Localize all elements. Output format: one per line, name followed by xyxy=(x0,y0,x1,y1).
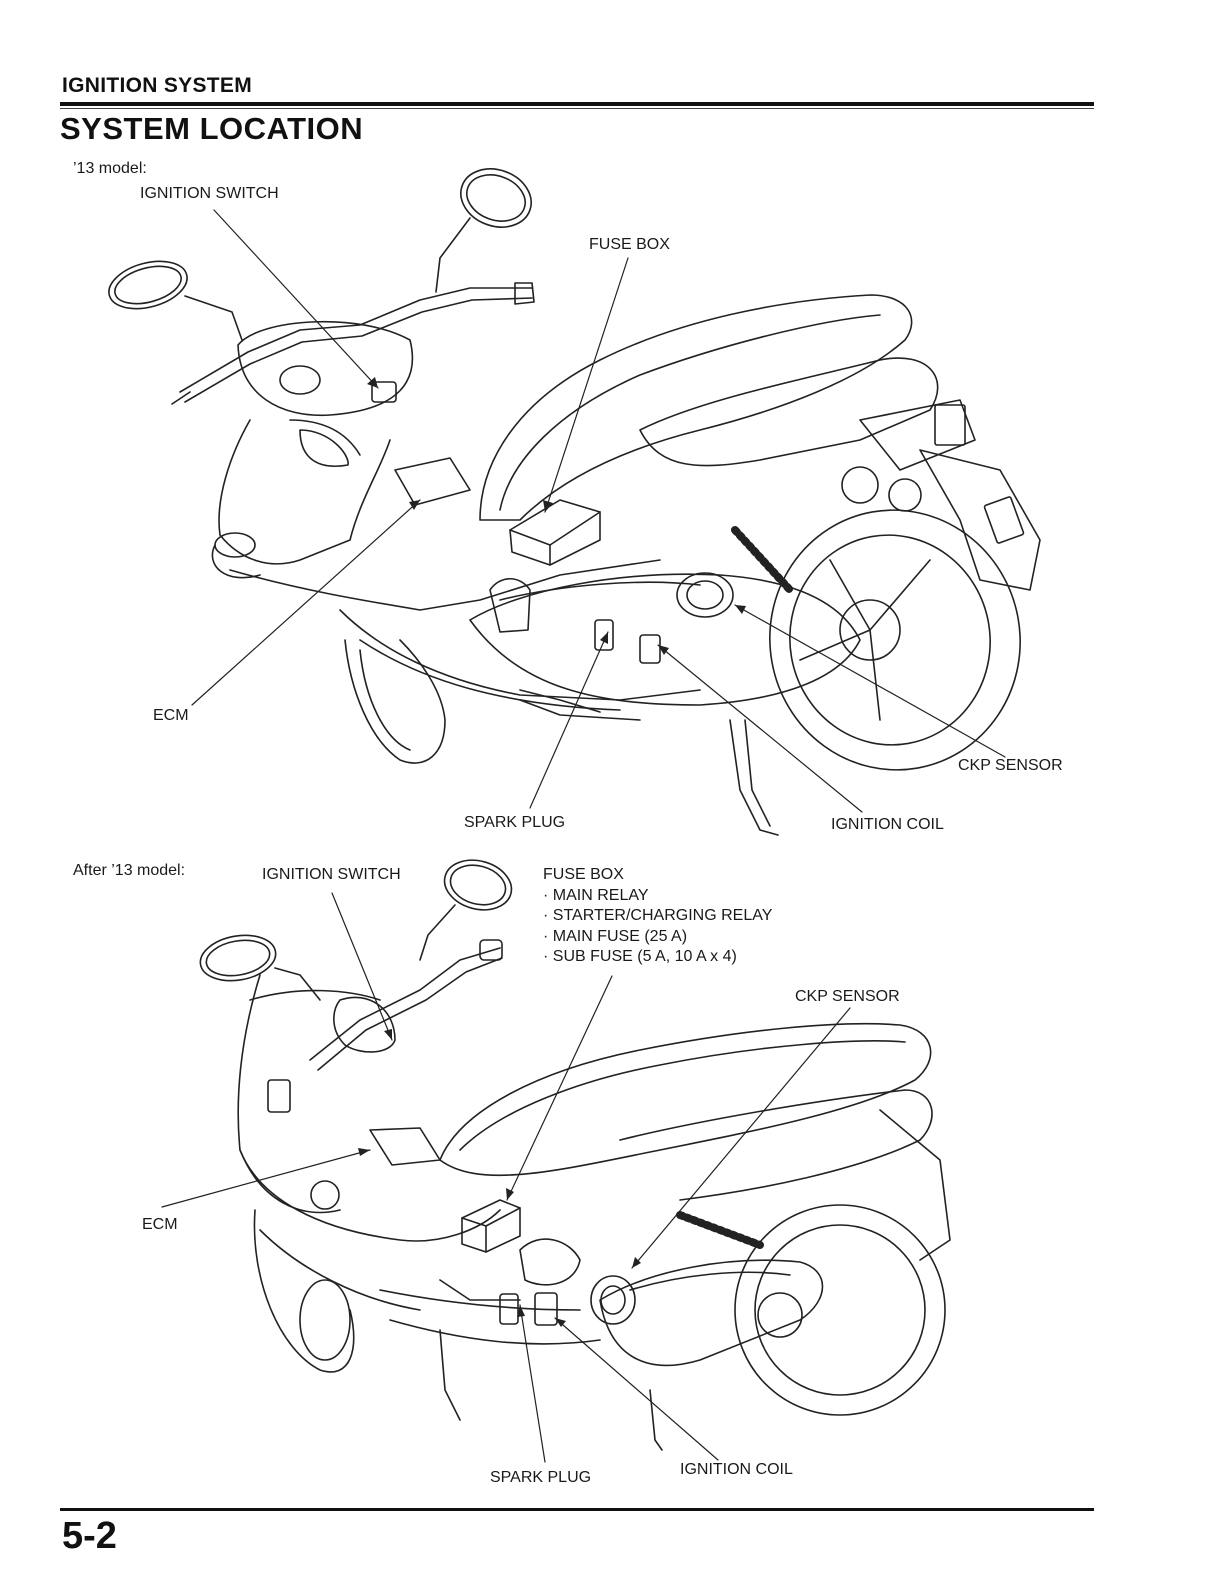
label-ignition-switch-top: IGNITION SWITCH xyxy=(140,185,279,202)
label-fuse-box-top: FUSE BOX xyxy=(589,236,670,253)
leader-ignition-coil-bottom xyxy=(555,1318,718,1460)
leader-spark-plug-bottom xyxy=(520,1305,545,1462)
label-ckp-sensor-top: CKP SENSOR xyxy=(958,757,1063,774)
label-spark-plug-bottom: SPARK PLUG xyxy=(490,1469,592,1486)
page-title: SYSTEM LOCATION xyxy=(60,111,364,146)
fuse-box-item: · STARTER/CHARGING RELAY xyxy=(543,907,773,924)
label-ignition-coil-bottom: IGNITION COIL xyxy=(680,1461,793,1478)
fuse-box-item: · SUB FUSE (5 A, 10 A x 4) xyxy=(543,948,737,965)
label-fuse-box-bottom: FUSE BOX xyxy=(543,866,624,883)
label-ignition-coil-top: IGNITION COIL xyxy=(831,816,944,833)
fuse-box-item: · MAIN FUSE (25 A) xyxy=(543,927,688,945)
leader-ckp-sensor-bottom xyxy=(632,1008,850,1268)
label-ecm-top: ECM xyxy=(153,707,189,724)
leader-ckp-sensor-top xyxy=(735,605,1005,757)
label-ckp-sensor-bottom: CKP SENSOR xyxy=(795,988,900,1005)
fuse-box-item: · MAIN RELAY xyxy=(543,886,649,904)
label-ignition-switch-bottom: IGNITION SWITCH xyxy=(262,866,401,883)
fuse-box-callout xyxy=(543,865,772,968)
footer-rule xyxy=(60,1508,1094,1511)
leader-ignition-switch-bottom xyxy=(332,893,392,1040)
model-label-after-2013: After ’13 model: xyxy=(73,862,186,879)
leader-ignition-switch-top xyxy=(214,210,378,388)
section-title: IGNITION SYSTEM xyxy=(62,74,253,97)
label-spark-plug-top: SPARK PLUG xyxy=(464,814,566,831)
page-number: 5-2 xyxy=(62,1515,117,1557)
model-label-2013: ’13 model: xyxy=(73,160,147,177)
leader-ecm-top xyxy=(192,500,420,705)
leader-spark-plug-top xyxy=(530,632,608,808)
leader-lines-bottom xyxy=(162,893,850,1462)
label-ecm-bottom: ECM xyxy=(142,1216,178,1233)
scooter-drawing-2013 xyxy=(104,159,1041,835)
